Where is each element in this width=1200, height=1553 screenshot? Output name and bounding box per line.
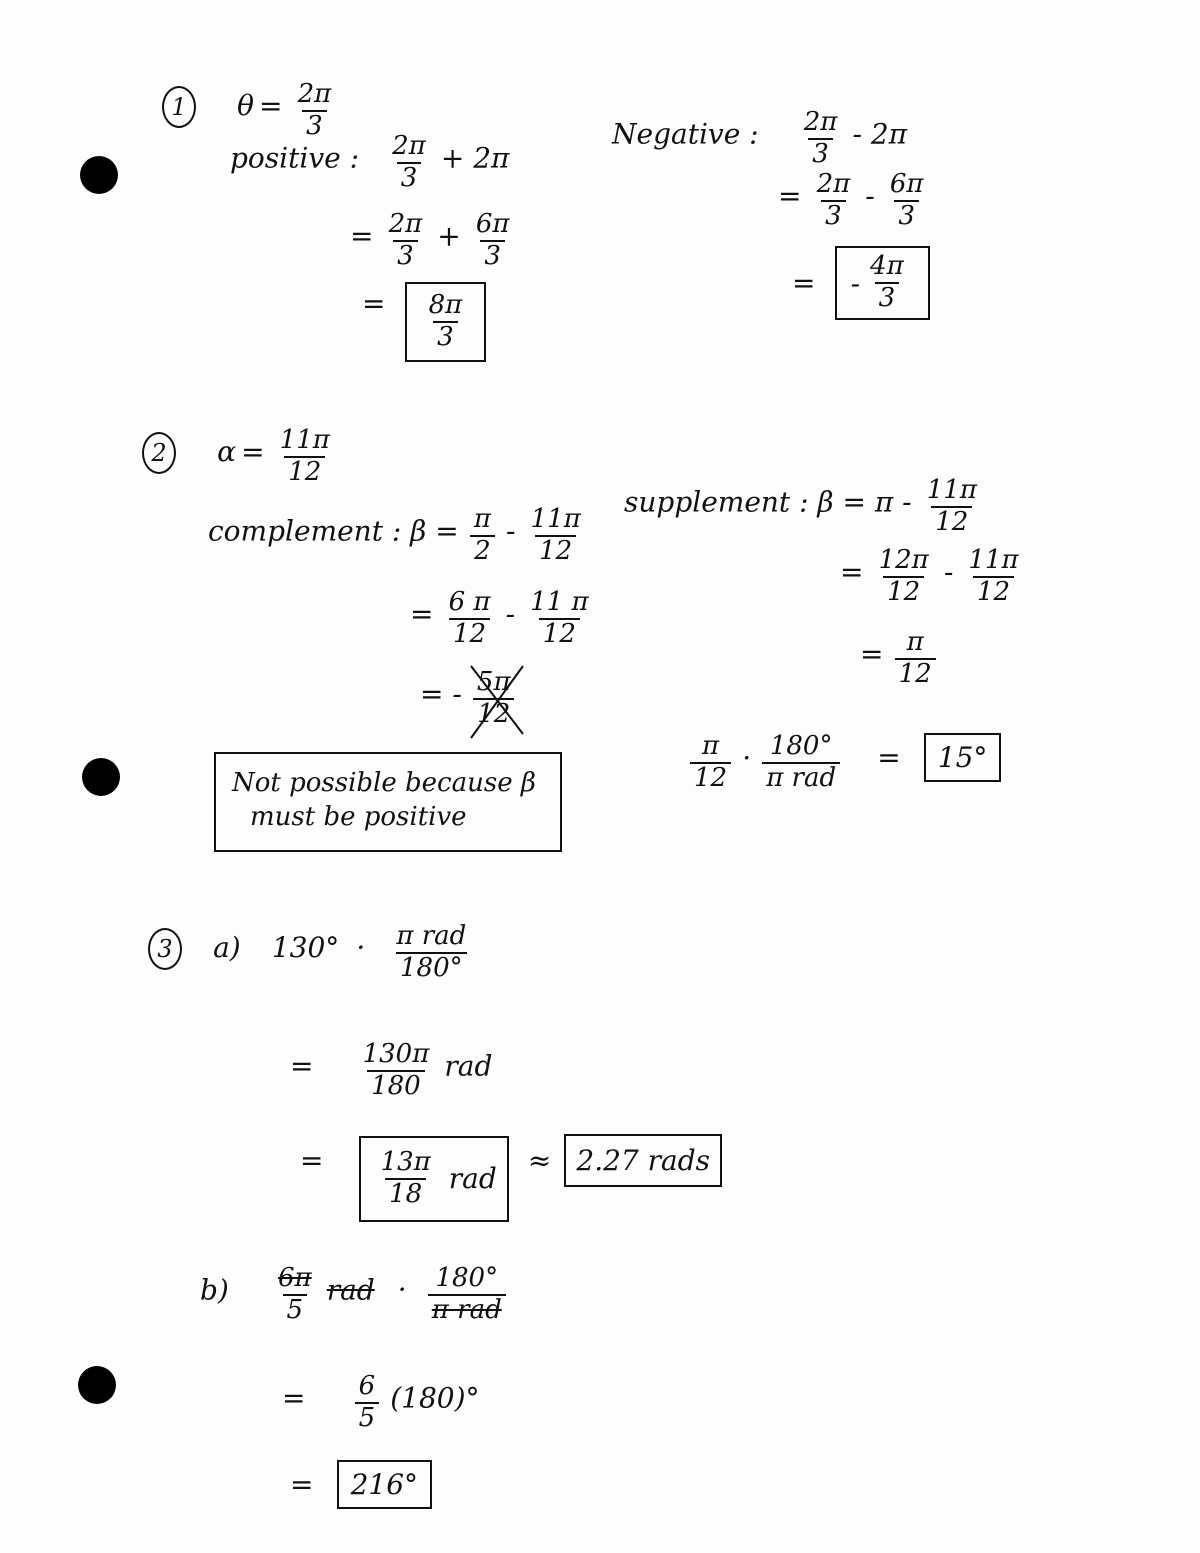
fraction <box>355 1372 380 1434</box>
numerator: 4π <box>870 251 904 282</box>
denominator: 12 <box>931 506 972 538</box>
denominator: 12 <box>973 576 1014 608</box>
positive-line-3 <box>362 282 486 362</box>
denominator: 3 <box>894 200 919 232</box>
numerator: 130π <box>362 1039 430 1069</box>
fraction <box>923 476 981 538</box>
numerator: 11 π <box>530 587 589 617</box>
approx-sign: ≈ <box>527 1144 552 1177</box>
numerator: 6π <box>889 169 924 199</box>
denominator: 3 <box>821 200 846 232</box>
degree-conversion-line <box>684 732 1001 794</box>
positive-answer-box <box>405 282 487 362</box>
fraction <box>359 1040 434 1102</box>
problem-3b-line-1 <box>200 1264 512 1326</box>
problem-3b-line-3 <box>290 1460 432 1509</box>
unit: rad <box>444 1049 493 1083</box>
denominator: 180 <box>367 1070 425 1102</box>
multiply-dot: · <box>742 741 752 775</box>
fraction <box>470 505 495 567</box>
denominator: 12 <box>535 535 576 567</box>
negative-label: Negative : <box>612 117 759 151</box>
numerator: 180° <box>435 1263 499 1293</box>
problem-2-header <box>142 426 340 488</box>
equals-sign: = <box>792 266 816 300</box>
fraction <box>690 732 731 794</box>
given-angle-fraction <box>276 426 334 488</box>
fraction <box>866 252 908 314</box>
denominator: 12 <box>539 618 580 650</box>
equals-sign: = <box>410 597 434 631</box>
minus-sign: - <box>850 266 861 300</box>
complement-label: complement : β = <box>208 514 459 548</box>
fraction <box>388 132 430 194</box>
problem-number-1: 1 <box>162 86 196 128</box>
fraction <box>472 210 514 272</box>
denominator: 3 <box>808 138 833 170</box>
expression-rest: + 2π <box>440 141 510 175</box>
supplement-answer-box: 15° <box>924 733 1002 782</box>
denominator: 12 <box>284 456 325 488</box>
complement-line-1 <box>208 505 591 567</box>
equals-sign: = <box>362 287 386 321</box>
punch-hole-bottom <box>78 1366 116 1404</box>
numerator: 180° <box>769 731 833 761</box>
fraction <box>526 588 592 650</box>
fraction <box>964 546 1022 608</box>
fraction <box>813 170 855 232</box>
denominator: 3 <box>393 240 418 272</box>
fraction <box>428 1264 506 1326</box>
denominator: 3 <box>433 321 458 353</box>
degree-answer-box: 216° <box>337 1460 432 1509</box>
equals-sign: = <box>290 1049 314 1083</box>
denominator: 12 <box>690 762 731 794</box>
numerator: 2π <box>392 131 426 161</box>
equals-sign: = <box>350 219 374 253</box>
part-b-label: b) <box>200 1273 229 1307</box>
denominator: 2 <box>470 535 495 567</box>
exact-answer-box <box>359 1136 509 1222</box>
expression-rest: (180)° <box>390 1381 480 1415</box>
numerator: 6 <box>358 1371 376 1401</box>
numerator: 13π <box>380 1147 431 1177</box>
denominator: 3 <box>875 282 900 314</box>
equals-sign: = <box>877 741 901 775</box>
unit: rad <box>326 1273 375 1307</box>
numerator: 2π <box>816 169 851 199</box>
denominator: 12 <box>449 618 490 650</box>
equals-sign: = <box>840 555 864 589</box>
note-line-1: Not possible because β <box>232 768 536 798</box>
denominator: π rad <box>428 1294 506 1326</box>
fraction <box>385 210 427 272</box>
equals-minus: = - <box>420 677 462 711</box>
operator: + <box>437 219 461 253</box>
operator: - <box>505 597 516 631</box>
problem-3a-line-1 <box>148 922 476 984</box>
negative-line-1 <box>612 108 907 170</box>
punch-hole-top <box>80 156 118 194</box>
denominator: 5 <box>355 1402 380 1434</box>
value: 130° <box>271 931 340 965</box>
supplement-line-2 <box>840 546 1029 608</box>
numerator: 6π <box>475 209 510 239</box>
positive-line-1 <box>230 132 509 194</box>
complement-line-2 <box>410 588 599 650</box>
part-a-label: a) <box>213 931 241 965</box>
fraction <box>377 1148 435 1210</box>
numerator: π <box>906 627 924 657</box>
equals-sign: = <box>259 89 283 123</box>
fraction <box>425 291 467 353</box>
numerator: π rad <box>396 921 467 951</box>
denominator: 3 <box>480 240 505 272</box>
numerator: 2π <box>388 209 423 239</box>
equals-sign: = <box>282 1381 306 1415</box>
fraction <box>527 505 585 567</box>
equals-sign: = <box>778 179 802 213</box>
numerator: 12π <box>878 545 929 575</box>
numerator: 11π <box>279 425 330 455</box>
multiply-dot: · <box>356 931 366 965</box>
problem-number-2: 2 <box>142 432 176 474</box>
alpha-symbol: α <box>217 435 237 469</box>
note-line-2: must be positive <box>250 802 467 832</box>
problem-number-3: 3 <box>148 928 182 970</box>
operator: - <box>506 514 516 548</box>
numerator: 5π <box>476 667 511 697</box>
numerator: 8π <box>428 290 463 321</box>
denominator: 3 <box>302 110 327 142</box>
complement-line-3 <box>420 668 521 730</box>
negative-line-3 <box>792 246 930 320</box>
fraction <box>392 922 470 984</box>
problem-3a-line-2 <box>290 1040 492 1102</box>
denominator: 5 <box>283 1294 308 1326</box>
equals-sign: = <box>290 1468 314 1501</box>
problem-3b-line-2 <box>282 1372 480 1434</box>
unit: rad <box>448 1162 497 1196</box>
denominator: 12 <box>473 698 514 730</box>
supplement-line-3 <box>860 628 942 690</box>
crossed-out-fraction <box>473 668 515 730</box>
punch-hole-middle <box>82 758 120 796</box>
problem-3a-line-3 <box>300 1134 722 1222</box>
fraction <box>445 588 495 650</box>
operator: - <box>865 179 875 213</box>
equals-sign: = <box>300 1144 324 1177</box>
equals-sign: = <box>241 435 265 469</box>
negative-answer-box <box>835 246 930 320</box>
fraction <box>800 108 842 170</box>
denominator: 180° <box>396 952 467 984</box>
numerator: 11π <box>530 504 581 534</box>
numerator: π <box>473 504 491 534</box>
positive-label: positive : <box>230 141 360 175</box>
numerator: 11π <box>926 475 977 505</box>
numerator: 6π <box>277 1263 312 1293</box>
denominator: 3 <box>397 162 422 194</box>
complement-note-box <box>214 752 562 852</box>
numerator: 6 π <box>448 587 491 617</box>
numerator: 11π <box>968 545 1019 575</box>
numerator: 2π <box>803 107 838 137</box>
fraction <box>875 546 933 608</box>
numerator: 2π <box>297 79 332 109</box>
fraction <box>886 170 928 232</box>
fraction <box>895 628 936 690</box>
approx-answer-box: 2.27 rads <box>564 1134 722 1187</box>
supplement-line-1 <box>624 476 987 538</box>
multiply-dot: · <box>397 1273 407 1307</box>
expression-rest: - 2π <box>852 117 908 151</box>
theta-symbol: θ <box>237 89 254 123</box>
numerator: π <box>702 731 720 761</box>
denominator: 18 <box>385 1178 426 1210</box>
denominator: 12 <box>895 658 936 690</box>
operator: - <box>943 555 954 589</box>
cross-out-mark <box>467 662 527 742</box>
positive-line-2 <box>350 210 520 272</box>
negative-line-2 <box>778 170 934 232</box>
denominator: π rad <box>762 762 840 794</box>
fraction <box>762 732 840 794</box>
fraction <box>274 1264 316 1326</box>
equals-sign: = <box>860 637 884 671</box>
denominator: 12 <box>883 576 924 608</box>
supplement-label: supplement : β = π - <box>624 485 912 519</box>
